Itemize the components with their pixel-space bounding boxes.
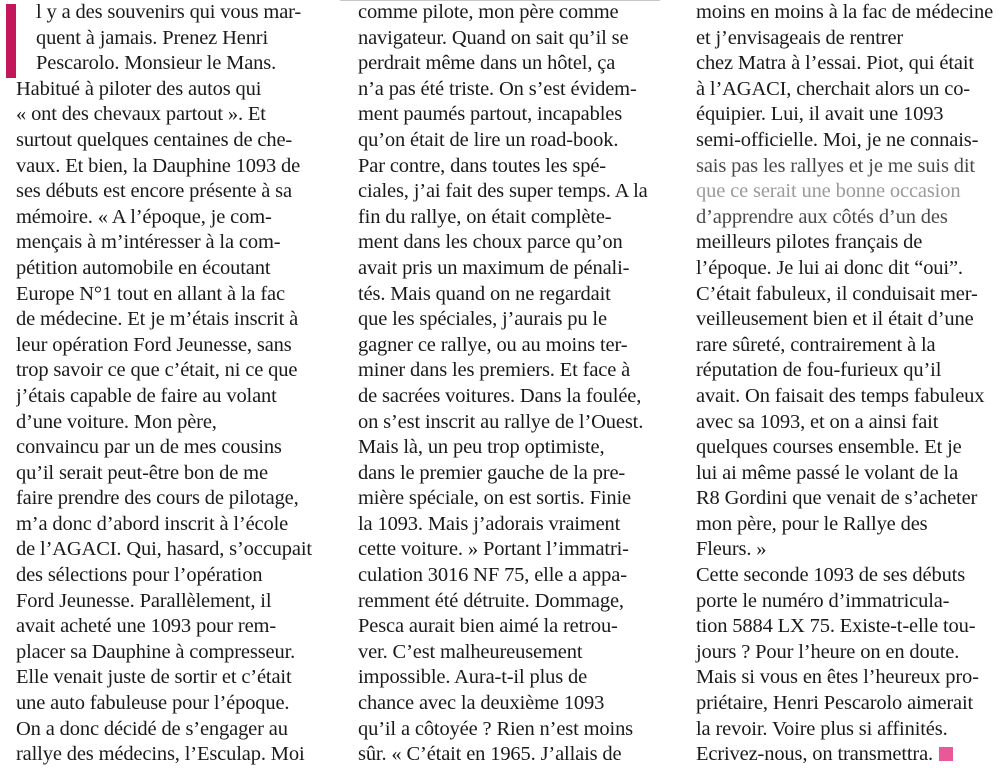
text-line: meilleurs pilotes français de [696, 231, 923, 254]
text-line: équipier. Lui, il avait une 1093 [696, 103, 944, 126]
text-line: tés. Mais quand on ne regardait [358, 282, 611, 305]
text-line: Mais là, un peu trop optimiste, [358, 436, 605, 459]
text-line: avec sa 1093, et on a ainsi fait [696, 410, 939, 433]
text-line: des sélections pour l’opération [16, 564, 263, 587]
text-line: semi-officielle. Moi, je ne connais- [696, 128, 979, 151]
text-line: avait pris un maximum de pénali- [358, 256, 630, 279]
text-line: chance avec la deuxième 1093 [358, 692, 605, 715]
text-line: d’une voiture. Mon père, [16, 410, 217, 433]
text-line: Ford Jeunesse. Parallèlement, il [16, 589, 272, 612]
text-line: remment été détruite. Dommage, [358, 589, 624, 612]
text-line: et j’envisageais de rentrer [696, 26, 904, 49]
text-line: mon père, pour le Rallye des [696, 512, 928, 535]
text-line: culation 3016 NF 75, elle a appa- [358, 564, 627, 587]
text-line: Habitué à piloter des autos qui [16, 77, 262, 100]
text-line: vaux. Et bien, la Dauphine 1093 de [16, 154, 301, 177]
drop-initial-bar [6, 4, 16, 78]
text-line: convaincu par un de mes cousins [16, 436, 282, 459]
text-line: la 1093. Mais j’adorais vraiment [358, 512, 621, 535]
text-line: gagner ce rallye, ou au moins ter- [358, 333, 628, 356]
text-line: porte le numéro d’immatricula- [696, 589, 950, 612]
text-line: leur opération Ford Jeunesse, sans [16, 333, 292, 356]
text-line: Mais si vous en êtes l’heureux pro- [696, 666, 979, 689]
text-line: de sacrées voitures. Dans la foulée, [358, 384, 642, 407]
text-line: m’a donc d’abord inscrit à l’école [16, 512, 289, 535]
text-line: miner dans les premiers. Et face à [358, 359, 631, 382]
text-line: fin du rallye, on était complète- [358, 205, 612, 228]
text-line: n’a pas été triste. On s’est évidem- [358, 77, 637, 100]
text-line: de l’AGACI. Qui, hasard, s’occupait [16, 538, 312, 561]
text-line: priétaire, Henri Pescarolo aimerait [696, 692, 974, 715]
text-line: Pesca aurait bien aimé la retrou- [358, 615, 618, 638]
text-line: trop savoir ce que c’était, ni ce que [16, 359, 298, 382]
text-line: qu’il a côtoyée ? Rien n’est moins [358, 717, 633, 740]
text-line: placer sa Dauphine à compresseur. [16, 640, 296, 663]
text-line: j’étais capable de faire au volant [16, 384, 277, 407]
text-line: comme pilote, mon père comme [358, 1, 619, 23]
text-line: ses débuts est encore présente à sa [16, 180, 292, 203]
text-line: « ont des chevaux partout ». Et [16, 103, 266, 126]
text-line: dans le premier gauche de la pre- [358, 461, 626, 484]
text-line: que les spéciales, j’aurais pu le [358, 308, 607, 331]
text-line: Elle venait juste de sortir et c’était [16, 666, 292, 689]
text-line: Cette seconde 1093 de ses débuts [696, 564, 966, 587]
text-line: avait acheté une 1093 pour rem- [16, 615, 277, 638]
text-line: mémoire. « A l’époque, je com- [16, 205, 272, 228]
text-line: pétition automobile en écoutant [16, 256, 271, 279]
text-line: qu’on était de lire un road-book. [358, 128, 619, 151]
text-line: surtout quelques centaines de che- [16, 128, 293, 151]
text-line: réputation de fou-furieux qu’il [696, 359, 942, 382]
text-line: on s’est inscrit au rallye de l’Ouest. [358, 410, 644, 433]
article-column-3 [690, 0, 998, 768]
text-line: On a donc décidé de s’engager au [16, 717, 288, 740]
text-line: perdrait même dans un hôtel, ça [358, 52, 616, 75]
text-line: navigateur. Quand on sait qu’il se [358, 26, 629, 49]
text-line: de médecine. Et je m’étais inscrit à [16, 308, 299, 331]
text-line: mençais à m’intéresser à la com- [16, 231, 281, 254]
end-of-article-mark [939, 747, 953, 761]
text-line: sais pas les rallyes et je me suis dit [696, 154, 975, 177]
text-line: la revoir. Voire plus si affinités. [696, 717, 948, 740]
text-line: ment paumés partout, incapables [358, 103, 623, 126]
text-line: à l’AGACI, cherchait alors un co- [696, 77, 970, 100]
text-line: Pescarolo. Monsieur le Mans. [36, 52, 277, 75]
text-line: rare sûreté, contrairement à la [696, 333, 936, 356]
text-line: d’apprendre aux côtés d’un des [696, 205, 948, 228]
text-line: faire prendre des cours de pilotage, [16, 487, 299, 510]
text-line: Fleurs. » [696, 538, 767, 561]
text-line: l’époque. Je lui ai donc dit “oui”. [696, 256, 963, 279]
text-line: moins en moins à la fac de médecine [696, 1, 994, 23]
text-line: chez Matra à l’essai. Piot, qui était [696, 52, 974, 75]
text-line: ment dans les choux parce qu’on [358, 231, 623, 254]
text-line: avait. On faisait des temps fabuleux [696, 384, 985, 407]
text-line: veilleusement bien et il était d’une [696, 308, 974, 331]
text-line: une auto fabuleuse pour l’époque. [16, 692, 290, 715]
text-line: tion 5884 LX 75. Existe-t-elle tou- [696, 615, 976, 638]
text-line: l y a des souvenirs qui vous mar- [36, 1, 302, 23]
text-line: C’était fabuleux, il conduisait mer- [696, 282, 978, 305]
text-line: que ce serait une bonne occasion [696, 180, 961, 203]
text-line: quelques courses ensemble. Et je [696, 436, 962, 459]
text-line: jours ? Pour l’heure on en doute. [696, 640, 960, 663]
text-line: impossible. Aura-t-il plus de [358, 666, 588, 689]
text-line: Europe N°1 tout en allant à la fac [16, 282, 285, 305]
text-line: R8 Gordini que venait de s’acheter [696, 487, 978, 510]
text-line: rallye des médecins, l’Esculap. Moi [16, 743, 305, 766]
text-line: Par contre, dans toutes les spé- [358, 154, 606, 177]
text-line: mière spéciale, on est sortis. Finie [358, 487, 631, 510]
article-column-1 [16, 0, 324, 768]
article-column-2 [358, 0, 666, 768]
text-line: cette voiture. » Portant l’immatri- [358, 538, 629, 561]
text-line: qu’il serait peut-être bon de me [16, 461, 268, 484]
text-line: Ecrivez-nous, on transmettra. [690, 742, 998, 768]
text-line: sûr. « C’était en 1965. J’allais de [358, 743, 622, 766]
text-line: ver. C’est malheureusement [358, 640, 583, 663]
text-line: lui ai même passé le volant de la [696, 461, 959, 484]
text-line: quent à jamais. Prenez Henri [36, 26, 269, 49]
text-line: ciales, j’ai fait des super temps. A la [358, 180, 648, 203]
